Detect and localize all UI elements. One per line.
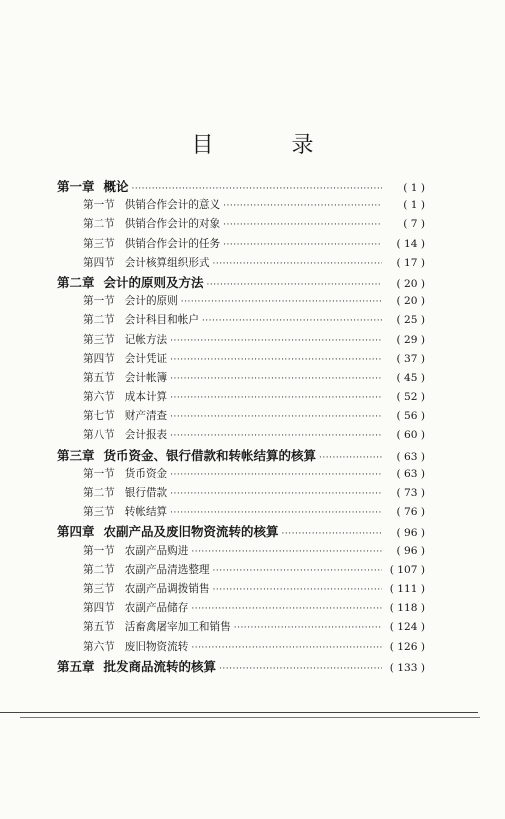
page-number: ( 133 ) [389, 661, 425, 674]
page-number: ( 7 ) [403, 218, 425, 231]
section-title: 农副产品购进 [124, 544, 189, 557]
section-number: 第六节 [83, 640, 115, 653]
page-number: ( 20 ) [396, 295, 425, 308]
toc-section-row [57, 292, 425, 311]
toc-chapter-row [57, 177, 425, 196]
chapter-number: 第五章 [57, 658, 95, 674]
page-number: ( 25 ) [396, 314, 425, 327]
toc-chapter-row [57, 273, 425, 292]
toc-section-row [57, 215, 425, 234]
dot-leader [202, 312, 382, 331]
dot-leader [170, 504, 382, 523]
page-number: ( 20 ) [396, 277, 425, 290]
section-number: 第三节 [83, 582, 115, 595]
dot-leader [213, 581, 382, 600]
section-title: 活畜禽屠宰加工和销售 [124, 621, 231, 634]
page-number: ( 96 ) [396, 527, 425, 540]
dot-leader [170, 485, 382, 504]
section-number: 第二节 [83, 314, 115, 327]
page-number: ( 17 ) [396, 256, 425, 269]
section-title: 农副产品储存 [124, 602, 189, 615]
toc-section-row [57, 484, 425, 503]
dot-leader [191, 600, 382, 619]
section-number: 第五节 [83, 621, 115, 634]
section-title: 会计的原则 [124, 295, 178, 308]
page-number: ( 60 ) [396, 429, 425, 442]
dot-leader [170, 389, 382, 408]
dot-leader [213, 255, 382, 274]
page-number: ( 76 ) [396, 506, 425, 519]
toc-chapter-row [57, 446, 425, 465]
section-title: 银行借款 [124, 487, 168, 499]
section-number: 第一节 [83, 467, 115, 480]
chapter-number: 第一章 [57, 179, 95, 194]
section-title: 会计核算组织形式 [124, 256, 210, 269]
section-number: 第一节 [83, 199, 115, 212]
page-number: ( 45 ) [396, 371, 425, 384]
section-title: 供销合作会计的对象 [124, 218, 221, 231]
dot-leader [223, 236, 382, 255]
section-number: 第三节 [83, 506, 115, 519]
chapter-title: 农副产品及废旧物资流转的核算 [103, 524, 279, 540]
bottom-rule [0, 712, 478, 713]
toc-section-row [57, 618, 425, 637]
section-title: 货币资金 [124, 467, 168, 480]
dot-leader [219, 660, 382, 679]
toc-section-row [57, 254, 425, 273]
section-title: 财产清查 [124, 410, 168, 423]
section-number: 第一节 [83, 544, 115, 557]
section-title: 会计帐簿 [124, 371, 168, 384]
dot-leader [170, 351, 382, 370]
toc-section-row [57, 350, 425, 369]
section-number: 第二节 [83, 218, 115, 231]
page-number: ( 37 ) [396, 352, 425, 365]
dot-leader [213, 562, 382, 581]
toc-section-row [57, 503, 425, 522]
dot-leader [170, 370, 382, 389]
section-title: 成本计算 [124, 391, 168, 404]
chapter-title: 会计的原则及方法 [103, 274, 204, 290]
toc-section-row [57, 388, 425, 407]
chapter-title: 批发商品流转的核算 [103, 658, 217, 674]
toc-section-row [57, 196, 425, 215]
toc-section-row [57, 465, 425, 484]
dot-leader [191, 639, 382, 658]
chapter-number: 第三章 [57, 447, 95, 463]
dot-leader [170, 427, 382, 446]
toc-chapter-row [57, 657, 425, 676]
section-number: 第二节 [83, 487, 115, 499]
section-number: 第三节 [83, 237, 115, 250]
section-number: 第六节 [83, 391, 115, 404]
toc-section-row [57, 599, 425, 618]
toc-section-row [57, 561, 425, 580]
toc-section-row [57, 369, 425, 388]
section-number: 第七节 [83, 410, 115, 423]
chapter-number: 第四章 [57, 524, 95, 540]
page-number: ( 14 ) [396, 237, 425, 250]
section-number: 第二节 [83, 563, 115, 576]
page-number: ( 1 ) [403, 199, 425, 212]
dot-leader [170, 466, 382, 485]
dot-leader [170, 408, 382, 427]
page-number: ( 107 ) [389, 563, 425, 576]
section-title: 转帐结算 [124, 506, 168, 519]
page-number: ( 52 ) [396, 391, 425, 404]
section-title: 废旧物资流转 [124, 640, 189, 653]
section-title: 会计科目和帐户 [124, 314, 199, 327]
section-number: 第四节 [83, 352, 115, 365]
toc-section-row [57, 407, 425, 426]
page-number: ( 124 ) [389, 621, 425, 634]
page-number: ( 111 ) [389, 582, 425, 595]
toc-section-row [57, 580, 425, 599]
toc-chapter-row [57, 522, 425, 541]
section-number: 第四节 [83, 256, 115, 269]
chapter-title: 货币资金、银行借款和转帐结算的核算 [103, 447, 317, 463]
toc-section-row [57, 331, 425, 350]
section-title: 供销合作会计的意义 [124, 199, 221, 212]
toc-section-row [57, 426, 425, 445]
page-number: ( 1 ) [403, 182, 425, 194]
dot-leader [234, 619, 382, 638]
section-number: 第三节 [83, 333, 115, 346]
chapter-number: 第二章 [57, 274, 95, 290]
section-title: 农副产品清选整理 [124, 563, 210, 576]
toc-section-row [57, 311, 425, 330]
dot-leader [223, 197, 382, 216]
section-number: 第八节 [83, 429, 115, 442]
page-number: ( 63 ) [396, 467, 425, 480]
page-number: ( 63 ) [396, 450, 425, 463]
toc-section-row [57, 235, 425, 254]
section-number: 第五节 [83, 371, 115, 384]
page-number: ( 56 ) [396, 410, 425, 423]
page-number: ( 126 ) [389, 640, 425, 653]
section-title: 会计报表 [124, 429, 168, 442]
table-of-contents [57, 177, 425, 676]
section-title: 供销合作会计的任务 [124, 237, 221, 250]
dot-leader [181, 293, 382, 312]
dot-leader [223, 216, 382, 235]
page-number: ( 118 ) [389, 602, 425, 615]
page-title: 目 录 [191, 133, 342, 158]
page-number: ( 96 ) [396, 544, 425, 557]
section-title: 会计凭证 [124, 352, 168, 365]
page-number: ( 29 ) [396, 333, 425, 346]
chapter-title: 概论 [103, 179, 129, 194]
toc-section-row [57, 638, 425, 657]
dot-leader [170, 332, 382, 351]
page-number: ( 73 ) [396, 487, 425, 499]
section-number: 第一节 [83, 295, 115, 308]
dot-leader [191, 543, 382, 562]
section-title: 农副产品调拨销售 [124, 582, 210, 595]
section-number: 第四节 [83, 602, 115, 615]
section-title: 记帐方法 [124, 333, 168, 346]
bottom-rule-secondary [20, 717, 480, 718]
toc-section-row [57, 542, 425, 561]
